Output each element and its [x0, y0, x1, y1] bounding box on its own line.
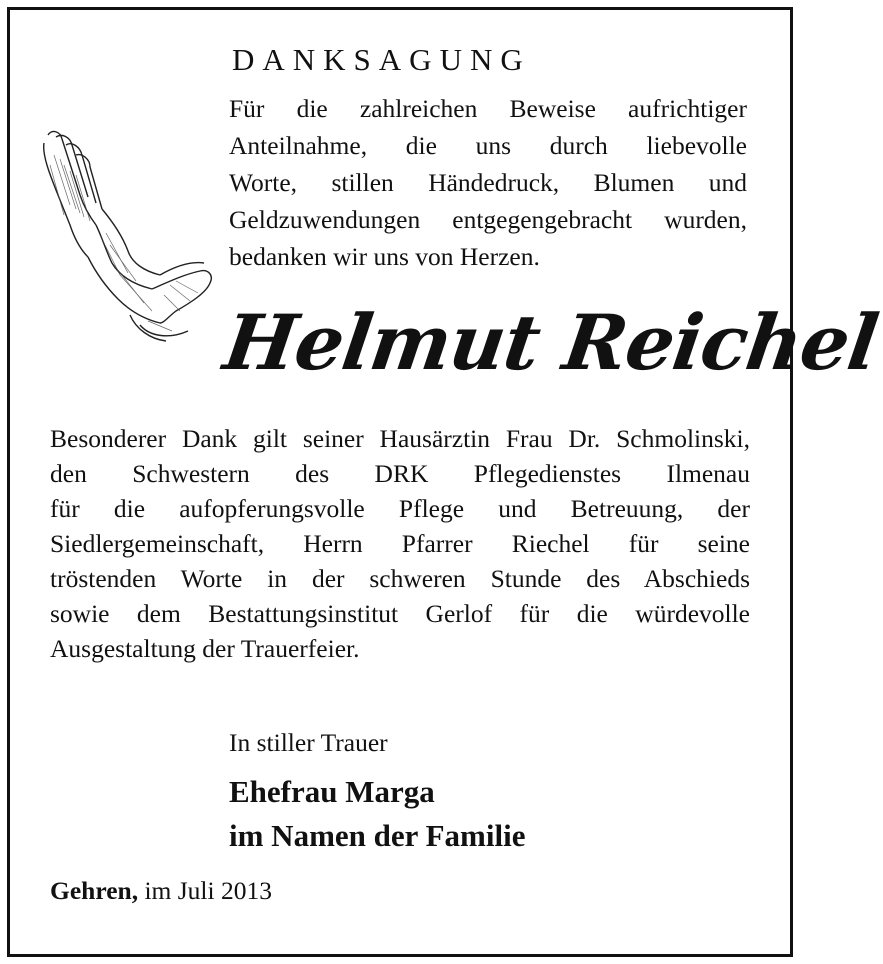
- thanks-line: tröstenden Worte in der schweren Stunde des Abschieds: [50, 564, 750, 593]
- signature-block: [229, 770, 525, 858]
- thanks-line: den Schwestern des DRK Pflegedienstes Ilmenau: [50, 459, 750, 488]
- notice-title: DANKSAGUNG: [232, 42, 531, 77]
- signature-line-1: Ehefrau Marga: [229, 774, 435, 809]
- place-date: [50, 876, 272, 906]
- deceased-name: Helmut Reichel: [218, 298, 883, 387]
- signature-line-2: im Namen der Familie: [229, 818, 526, 853]
- praying-hands-icon: [40, 125, 220, 345]
- thanks-line: Siedlergemeinschaft, Herrn Pfarrer Riechel für seine: [50, 529, 750, 558]
- thanks-line: Ausgestaltung der Trauerfeier.: [50, 634, 360, 663]
- place: Gehren,: [50, 876, 139, 905]
- thanks-line: für die aufopferungsvolle Pflege und Betreuung, der: [50, 494, 750, 523]
- intro-line: bedanken wir uns von Herzen.: [229, 242, 540, 271]
- thanks-line: Besonderer Dank gilt seiner Hausärztin Frau Dr. Schmolinski,: [50, 424, 750, 453]
- intro-line: Anteilnahme, die uns durch liebevolle: [229, 131, 747, 160]
- date: im Juli 2013: [144, 876, 272, 905]
- intro-line: Für die zahlreichen Beweise aufrichtiger: [229, 94, 747, 123]
- thanks-paragraph: [50, 421, 750, 666]
- intro-line: Worte, stillen Händedruck, Blumen und: [229, 168, 747, 197]
- mourning-phrase: In stiller Trauer: [229, 728, 388, 757]
- intro-paragraph: [229, 90, 747, 275]
- intro-line: Geldzuwendungen entgegengebracht wurden,: [229, 205, 747, 234]
- thanks-line: sowie dem Bestattungsinstitut Gerlof für die würdevolle: [50, 599, 750, 628]
